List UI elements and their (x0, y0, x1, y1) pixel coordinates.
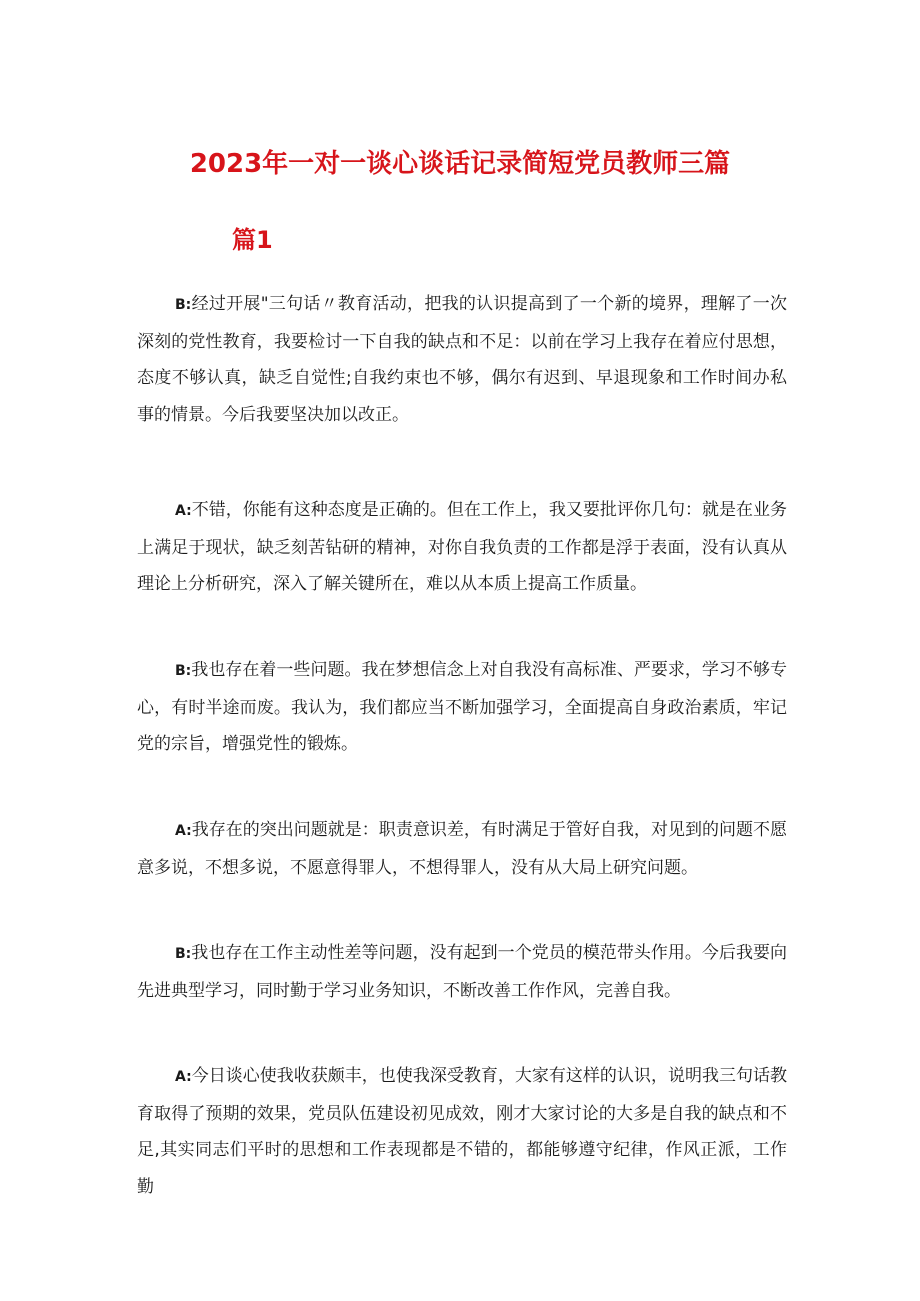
paragraph-text: 今日谈心使我收获颇丰，也使我深受教育，大家有这样的认识，说明我三句话教育取得了预期的效果，党员队伍建设初见成效，刚才大家讨论的大多是自我的缺点和不足,其实同志们平时的思想和工作表现都是不错的，都能够遵守纪律，作风正派，工作勤 (137, 1066, 787, 1197)
dialogue-paragraph (137, 1058, 787, 1205)
paragraph-text: 不错，你能有这种态度是正确的。但在工作上，我又要批评你几句：就是在业务上满足于现状，缺乏刻苦钻研的精神，对你自我负责的工作都是浮于表面，没有认真从理论上分析研究，深入了解关键所在，难以从本质上提高工作质量。 (137, 500, 787, 594)
paragraph-text: 我也存在工作主动性差等问题，没有起到一个党员的模范带头作用。今后我要向先进典型学习，同时勤于学习业务知识，不断改善工作作风，完善自我。 (137, 943, 787, 1001)
paragraph-text: 我也存在着一些问题。我在梦想信念上对自我没有高标准、严要求，学习不够专心，有时半途而废。我认为，我们都应当不断加强学习，全面提高自身政治素质，牢记党的宗旨，增强党性的锻炼。 (137, 660, 787, 754)
speaker-label: A: (175, 1069, 192, 1085)
speaker-label: B: (175, 663, 192, 679)
speaker-label: B: (175, 946, 192, 962)
paragraph-text: 经过开展"三句话〃教育活动，把我的认识提高到了一个新的境界，理解了一次深刻的党性教育，我要检讨一下自我的缺点和不足：以前在学习上我存在着应付思想，态度不够认真，缺乏自觉性;自我约束也不够，偶尔有迟到、早退现象和工作时间办私事的情景。今后我要坚决加以改正。 (137, 294, 787, 425)
section-heading: 篇1 (232, 226, 273, 254)
dialogue-paragraph (137, 935, 787, 1009)
dialogue-paragraph (137, 286, 787, 433)
paragraph-text: 我存在的突出问题就是：职责意识差，有时满足于管好自我，对见到的问题不愿意多说，不想多说，不愿意得罪人，不想得罪人，没有从大局上研究问题。 (137, 820, 787, 878)
speaker-label: B: (175, 297, 192, 313)
speaker-label: A: (175, 823, 192, 839)
document-title: 2023年一对一谈心谈话记录简短党员教师三篇 (189, 149, 731, 179)
dialogue-paragraph (137, 652, 787, 763)
dialogue-paragraph (137, 812, 787, 886)
speaker-label: A: (175, 503, 192, 519)
dialogue-paragraph (137, 492, 787, 603)
